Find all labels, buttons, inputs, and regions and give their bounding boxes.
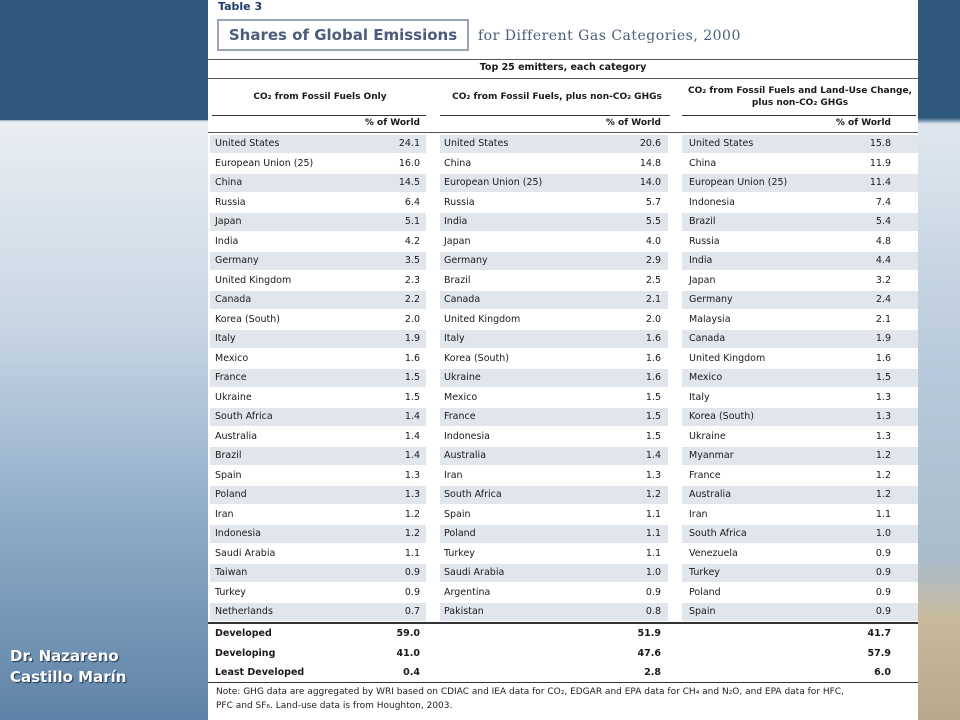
- country-cell: Turkey: [215, 586, 246, 598]
- country-cell: Italy: [444, 333, 465, 344]
- table-row: [208, 368, 918, 388]
- share-cell: 15.8: [869, 138, 891, 149]
- group-header-line: plus non-CO₂ GHGs: [751, 98, 849, 108]
- country-cell: Pakistan: [444, 606, 484, 617]
- share-cell: 5.7: [645, 196, 661, 208]
- table-row: [208, 583, 918, 603]
- table-row: [208, 232, 918, 252]
- group-header-fossil-only: [210, 80, 430, 114]
- table-note: [216, 685, 912, 713]
- share-cell: 1.5: [645, 391, 661, 403]
- country-cell: South Africa: [689, 528, 747, 539]
- share-cell: 2.2: [404, 294, 420, 305]
- country-cell: Canada: [444, 294, 481, 305]
- country-cell: Ukraine: [215, 391, 252, 403]
- country-cell: Poland: [215, 489, 247, 500]
- country-cell: Indonesia: [444, 430, 490, 442]
- country-cell: European Union (25): [444, 177, 543, 188]
- table-row: [208, 310, 918, 330]
- table-document: [208, 0, 918, 720]
- share-cell: 1.2: [645, 489, 661, 500]
- share-cell: 1.2: [404, 508, 420, 520]
- table-row: [208, 193, 918, 213]
- group-header-line: CO₂ from Fossil Fuels and Land-Use Change,: [688, 86, 912, 96]
- country-cell: Italy: [689, 391, 710, 403]
- left-top-band: [0, 0, 208, 120]
- table-row: [208, 251, 918, 271]
- share-cell: 1.3: [404, 489, 420, 500]
- country-cell: Saudi Arabia: [444, 567, 505, 578]
- share-cell: 6.4: [404, 196, 420, 208]
- share-cell: 2.1: [875, 313, 891, 325]
- share-cell: 1.6: [875, 352, 891, 364]
- summary-value: 59.0: [396, 628, 420, 639]
- table-row: [208, 388, 918, 408]
- share-cell: 2.4: [875, 294, 891, 305]
- country-cell: Myanmar: [689, 450, 734, 461]
- country-cell: United States: [689, 138, 754, 149]
- country-cell: Japan: [444, 235, 471, 247]
- country-cell: Korea (South): [215, 313, 280, 325]
- title-box: [217, 19, 469, 51]
- right-background: [918, 0, 960, 720]
- country-cell: Poland: [444, 528, 476, 539]
- country-cell: Russia: [689, 235, 720, 247]
- summary-value: 51.9: [637, 628, 661, 639]
- country-cell: Netherlands: [215, 606, 273, 617]
- note-line-2: PFC and SF₆. Land-use data is from Houghton, 2003.: [216, 701, 453, 711]
- table-row: [208, 154, 918, 174]
- share-cell: 0.9: [404, 586, 420, 598]
- note-line-1: Note: GHG data are aggregated by WRI based on CDIAC and IEA data for CO₂, EDGAR and EPA data for CH₄ and N₂O, and EPA data for HFC,: [216, 687, 844, 697]
- table-row: [208, 524, 918, 544]
- share-cell: 4.8: [875, 235, 891, 247]
- share-cell: 1.2: [875, 489, 891, 500]
- share-cell: 11.4: [869, 177, 891, 188]
- share-cell: 7.4: [875, 196, 891, 208]
- share-cell: 1.5: [875, 372, 891, 383]
- table-title-rest: for Different Gas Categories, 2000: [478, 28, 741, 44]
- country-cell: France: [444, 411, 476, 422]
- summary-row: [208, 644, 918, 664]
- country-cell: Brazil: [215, 450, 242, 461]
- share-cell: 20.6: [639, 138, 661, 149]
- share-cell: 1.4: [404, 430, 420, 442]
- summary-value: 57.9: [867, 647, 891, 659]
- share-cell: 1.5: [645, 411, 661, 422]
- country-cell: Iran: [689, 508, 708, 520]
- summary-value: 2.8: [644, 667, 661, 678]
- country-cell: India: [689, 255, 713, 266]
- summary-label: Developed: [215, 628, 272, 639]
- table-subtitle: Top 25 emitters, each category: [479, 62, 647, 73]
- summary-label: Least Developed: [215, 667, 305, 678]
- table-label: Table 3: [218, 0, 263, 13]
- share-cell: 1.5: [404, 372, 420, 383]
- pct-header: % of World: [605, 118, 661, 128]
- group-header-land-use: [682, 80, 918, 114]
- table-row: [208, 446, 918, 466]
- country-cell: Poland: [689, 586, 721, 598]
- share-cell: 1.6: [645, 372, 661, 383]
- share-cell: 1.9: [875, 333, 891, 344]
- summary-value: 41.0: [396, 647, 420, 659]
- table-row: [208, 602, 918, 622]
- country-cell: Brazil: [689, 216, 716, 227]
- share-cell: 1.5: [404, 391, 420, 403]
- country-cell: Korea (South): [444, 352, 509, 364]
- group-rule: [682, 115, 916, 116]
- share-cell: 2.5: [645, 274, 661, 286]
- table-row: [208, 466, 918, 486]
- country-cell: Venezuela: [689, 547, 738, 559]
- country-cell: Italy: [215, 333, 236, 344]
- country-cell: India: [215, 235, 239, 247]
- table-row: [208, 427, 918, 447]
- country-cell: China: [689, 157, 717, 169]
- share-cell: 11.9: [869, 157, 891, 169]
- share-cell: 1.1: [645, 508, 661, 520]
- table-title: Shares of Global Emissions: [228, 26, 458, 44]
- country-cell: Saudi Arabia: [215, 547, 276, 559]
- share-cell: 1.2: [875, 469, 891, 481]
- group-rule: [212, 115, 426, 116]
- table-row: [208, 212, 918, 232]
- divider: [208, 132, 918, 133]
- share-cell: 1.2: [404, 528, 420, 539]
- country-cell: Russia: [215, 196, 246, 208]
- table-row: [208, 544, 918, 564]
- share-cell: 0.9: [645, 586, 661, 598]
- share-cell: 1.0: [875, 528, 891, 539]
- group-header-line: CO₂ from Fossil Fuels, plus non-CO₂ GHGs: [452, 92, 662, 102]
- table-row: [208, 134, 918, 154]
- share-cell: 1.6: [404, 352, 420, 364]
- country-cell: United States: [215, 138, 280, 149]
- share-cell: 2.0: [404, 313, 420, 325]
- share-cell: 2.1: [645, 294, 661, 305]
- table-row: [208, 329, 918, 349]
- group-header-line: CO₂ from Fossil Fuels Only: [253, 92, 387, 102]
- summary-value: 47.6: [637, 647, 661, 659]
- country-cell: France: [689, 469, 721, 481]
- share-cell: 1.6: [645, 333, 661, 344]
- country-cell: Indonesia: [689, 196, 735, 208]
- share-cell: 4.4: [875, 255, 891, 266]
- table-row: [208, 407, 918, 427]
- country-cell: Germany: [444, 255, 488, 266]
- share-cell: 1.3: [875, 391, 891, 403]
- table-row: [208, 290, 918, 310]
- country-cell: Iran: [215, 508, 234, 520]
- country-cell: Japan: [689, 274, 716, 286]
- country-cell: Spain: [215, 469, 242, 481]
- divider: [208, 78, 918, 79]
- share-cell: 1.3: [404, 469, 420, 481]
- country-cell: Australia: [215, 430, 258, 442]
- country-cell: Turkey: [444, 547, 475, 559]
- country-cell: Mexico: [215, 352, 249, 364]
- country-cell: Spain: [689, 606, 716, 617]
- share-cell: 1.4: [404, 450, 420, 461]
- country-cell: Argentina: [444, 586, 491, 598]
- country-cell: European Union (25): [689, 177, 788, 188]
- summary-row: [208, 624, 918, 644]
- left-background: [0, 0, 208, 720]
- country-cell: European Union (25): [215, 157, 314, 169]
- country-cell: India: [444, 216, 468, 227]
- country-cell: Korea (South): [689, 411, 754, 422]
- table-row: [208, 271, 918, 291]
- share-cell: 1.2: [875, 450, 891, 461]
- share-cell: 14.0: [639, 177, 661, 188]
- share-cell: 1.1: [645, 528, 661, 539]
- share-cell: 5.5: [645, 216, 661, 227]
- share-cell: 1.3: [645, 469, 661, 481]
- country-cell: South Africa: [444, 489, 502, 500]
- share-cell: 1.4: [404, 411, 420, 422]
- country-cell: Canada: [689, 333, 726, 344]
- country-cell: United Kingdom: [444, 313, 521, 325]
- summary-row: [208, 663, 918, 683]
- author-line-1: Dr. Nazareno: [10, 647, 119, 665]
- country-cell: United States: [444, 138, 509, 149]
- summary-value: 0.4: [403, 667, 420, 678]
- country-cell: Indonesia: [215, 528, 261, 539]
- table-row: [208, 349, 918, 369]
- country-cell: United Kingdom: [689, 352, 766, 364]
- share-cell: 1.6: [645, 352, 661, 364]
- share-cell: 1.0: [645, 567, 661, 578]
- country-cell: Malaysia: [689, 313, 731, 325]
- share-cell: 3.2: [875, 274, 891, 286]
- country-cell: South Africa: [215, 411, 273, 422]
- country-cell: Russia: [444, 196, 475, 208]
- table-row: [208, 563, 918, 583]
- country-cell: China: [215, 177, 243, 188]
- share-cell: 1.9: [404, 333, 420, 344]
- group-header-non-co2: [440, 80, 674, 114]
- group-rule: [440, 115, 670, 116]
- country-cell: Germany: [689, 294, 733, 305]
- share-cell: 2.9: [645, 255, 661, 266]
- country-cell: Australia: [444, 450, 487, 461]
- country-cell: Turkey: [689, 567, 720, 578]
- author-line-2: Castillo Marín: [10, 668, 127, 686]
- country-cell: Iran: [444, 469, 463, 481]
- share-cell: 1.1: [404, 547, 420, 559]
- share-cell: 14.5: [398, 177, 420, 188]
- country-cell: Australia: [689, 489, 732, 500]
- country-cell: Canada: [215, 294, 252, 305]
- share-cell: 16.0: [398, 157, 420, 169]
- country-cell: Mexico: [444, 391, 478, 403]
- country-cell: Taiwan: [215, 567, 248, 578]
- country-cell: Ukraine: [689, 430, 726, 442]
- divider: [208, 682, 918, 683]
- share-cell: 4.0: [645, 235, 661, 247]
- summary-label: Developing: [215, 647, 276, 659]
- share-cell: 0.8: [645, 606, 661, 617]
- share-cell: 1.4: [645, 450, 661, 461]
- share-cell: 0.9: [875, 567, 891, 578]
- country-cell: Spain: [444, 508, 471, 520]
- country-cell: France: [215, 372, 247, 383]
- share-cell: 0.9: [875, 606, 891, 617]
- summary-rows: [208, 624, 918, 683]
- share-cell: 1.1: [875, 508, 891, 520]
- divider: [208, 59, 918, 60]
- share-cell: 0.7: [404, 606, 420, 617]
- share-cell: 2.0: [645, 313, 661, 325]
- table-row: [208, 173, 918, 193]
- summary-value: 41.7: [867, 628, 891, 639]
- table-body: [208, 134, 918, 622]
- share-cell: 0.9: [875, 586, 891, 598]
- table-row: [208, 505, 918, 525]
- country-cell: United Kingdom: [215, 274, 292, 286]
- share-cell: 14.8: [639, 157, 661, 169]
- share-cell: 1.3: [875, 430, 891, 442]
- pct-header: % of World: [364, 118, 420, 128]
- share-cell: 5.4: [875, 216, 891, 227]
- share-cell: 1.1: [645, 547, 661, 559]
- share-cell: 2.3: [404, 274, 420, 286]
- share-cell: 4.2: [404, 235, 420, 247]
- country-cell: Brazil: [444, 274, 471, 286]
- country-cell: China: [444, 157, 472, 169]
- country-cell: Ukraine: [444, 372, 481, 383]
- share-cell: 0.9: [875, 547, 891, 559]
- share-cell: 0.9: [404, 567, 420, 578]
- share-cell: 1.3: [875, 411, 891, 422]
- country-cell: Japan: [215, 216, 242, 227]
- author-label: [10, 646, 200, 688]
- country-cell: Germany: [215, 255, 259, 266]
- pct-header: % of World: [835, 118, 891, 128]
- country-cell: Mexico: [689, 372, 723, 383]
- share-cell: 3.5: [404, 255, 420, 266]
- share-cell: 1.5: [645, 430, 661, 442]
- share-cell: 5.1: [404, 216, 420, 227]
- table-row: [208, 485, 918, 505]
- summary-value: 6.0: [874, 667, 891, 678]
- share-cell: 24.1: [398, 138, 420, 149]
